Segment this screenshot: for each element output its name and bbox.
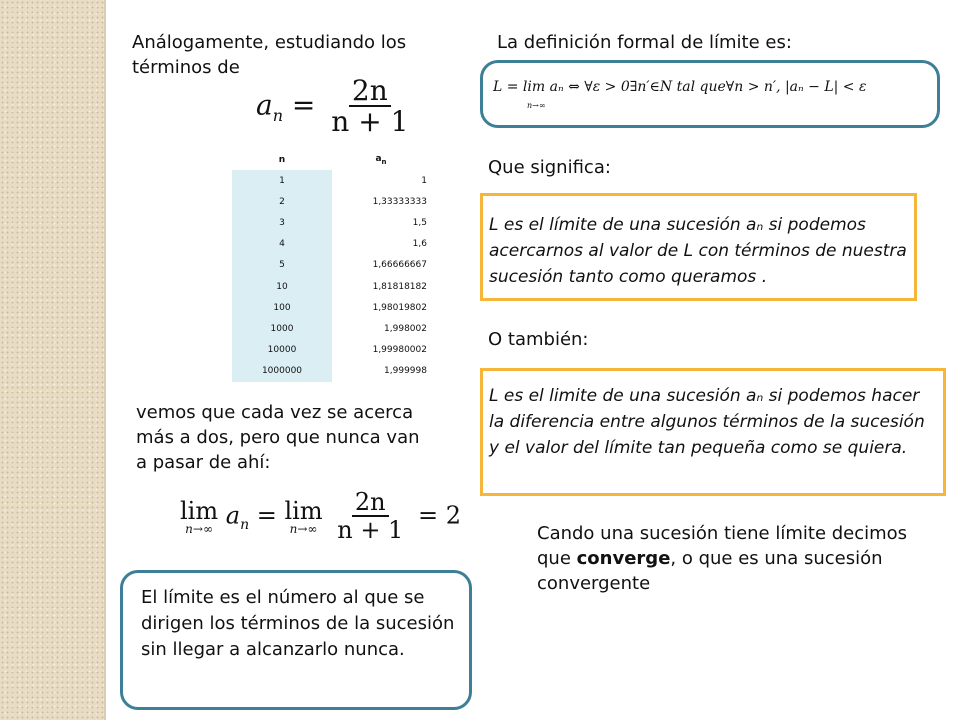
cell-n: 1 bbox=[232, 170, 332, 191]
cell-an: 1,99980002 bbox=[372, 345, 427, 356]
cell-n: 100 bbox=[232, 297, 332, 318]
cell-an: 1 bbox=[421, 175, 427, 186]
meaning-text: L es el límite de una sucesión aₙ si podemos acercarnos al valor de L con términos de nuestra sucesión tanto como queramos . bbox=[489, 215, 907, 287]
meaning-title: Que significa: bbox=[488, 157, 611, 178]
cell-n: 10 bbox=[232, 276, 332, 297]
table-row bbox=[232, 170, 430, 191]
table-row bbox=[232, 340, 430, 361]
alternative-definition-box bbox=[480, 368, 946, 496]
table-row bbox=[232, 297, 430, 318]
cell-n: 1000 bbox=[232, 318, 332, 339]
cell-n: 1000000 bbox=[232, 361, 332, 382]
cell-n: 4 bbox=[232, 234, 332, 255]
alternative-definition-text: L es el limite de una sucesión aₙ si podemos hacer la diferencia entre algunos términos de la sucesión y el valor del límite tan pequeña como se quiera. bbox=[489, 386, 925, 458]
sequence-table bbox=[232, 150, 430, 382]
convergence-text: Cando una sucesión tiene límite decimos que converge, o que es una sucesión convergente bbox=[537, 523, 908, 594]
limit-definition-box bbox=[120, 570, 472, 710]
cell-n: 5 bbox=[232, 255, 332, 276]
table-row bbox=[232, 234, 430, 255]
cell-an: 1,5 bbox=[412, 217, 427, 228]
table-row bbox=[232, 276, 430, 297]
cell-an: 1,66666667 bbox=[372, 260, 427, 271]
formal-definition-subscript: n→∞ bbox=[527, 101, 546, 110]
table-header-an: $a_n$ bbox=[375, 154, 387, 166]
table-row bbox=[232, 318, 430, 339]
cell-n: 3 bbox=[232, 212, 332, 233]
also-title: O también: bbox=[488, 329, 589, 350]
table-row bbox=[232, 191, 430, 212]
meaning-box bbox=[480, 193, 917, 301]
sidebar-divider bbox=[104, 0, 106, 720]
limit-formula: lim n→∞ $a_n$ = lim n→∞ $\frac{2n}{n + 1}$ = 2 bbox=[180, 488, 461, 545]
cell-n: 10000 bbox=[232, 340, 332, 361]
converge-keyword: converge bbox=[576, 548, 671, 569]
table-row bbox=[232, 212, 430, 233]
cell-an: 1,81818182 bbox=[372, 281, 427, 292]
table-header-n: n bbox=[278, 155, 286, 165]
sequence-formula: $a_n$ = $\frac{2n}{n + 1}$ bbox=[256, 74, 409, 139]
cell-an: 1,999998 bbox=[384, 366, 427, 377]
cell-an: 1,33333333 bbox=[372, 196, 427, 207]
cell-an: 1,998002 bbox=[384, 323, 427, 334]
formal-definition-box bbox=[480, 60, 940, 128]
cell-an: 1,98019802 bbox=[372, 302, 427, 313]
cell-n: 2 bbox=[232, 191, 332, 212]
cell-an: 1,6 bbox=[412, 239, 427, 250]
formal-definition-formula: L = lim aₙ ⇔ ∀ε > 0∃n′∈N tal que∀n > n′, |aₙ − L| < ε bbox=[493, 79, 867, 95]
limit-definition-text: El límite es el número al que se dirigen los términos de la sucesión sin llegar a alcanzarlo nunca. bbox=[141, 587, 455, 660]
table-row bbox=[232, 361, 430, 382]
formal-definition-title: La definición formal de límite es: bbox=[497, 32, 792, 53]
intro-text: Análogamente, estudiando los términos de bbox=[132, 32, 407, 78]
table-row bbox=[232, 255, 430, 276]
observation-text: vemos que cada vez se acerca más a dos, pero que nunca van a pasar de ahí: bbox=[136, 402, 420, 473]
decorative-sidebar bbox=[0, 0, 106, 720]
